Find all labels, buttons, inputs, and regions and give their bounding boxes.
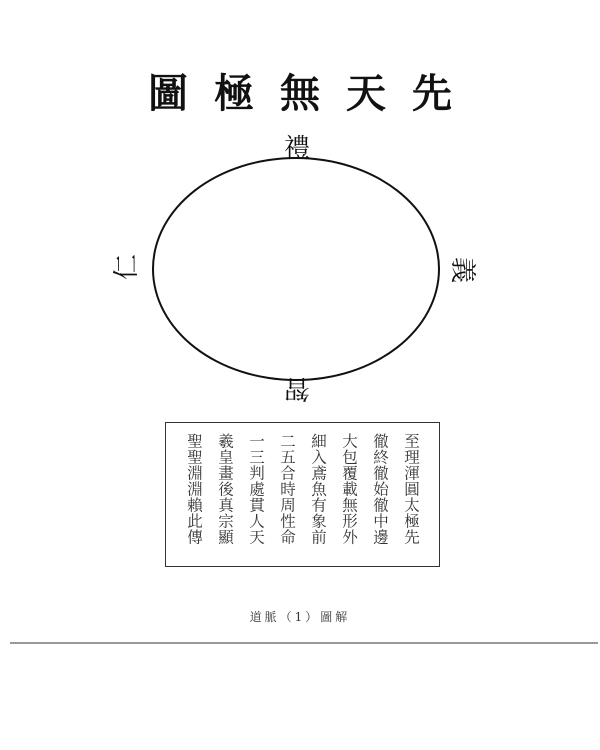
- poem-column: 細入鳶魚有象前: [309, 433, 327, 545]
- label-zhi: 智: [284, 373, 311, 403]
- label-li: 禮: [283, 134, 310, 164]
- label-yi: 義: [447, 256, 477, 283]
- divider-line: [10, 642, 598, 644]
- page-title: 圖極無天先: [148, 70, 478, 117]
- taiji-circle: [152, 157, 440, 381]
- poem-column: 聖聖淵淵賴此傳: [185, 433, 203, 545]
- page-footer: 道脈（1）圖解: [249, 610, 351, 624]
- poem-column: 大包覆載無形外: [340, 433, 358, 545]
- label-ren: 仁: [112, 254, 142, 281]
- poem-column: 徹終徹始徹中邊: [371, 433, 389, 545]
- poem-box: [165, 422, 440, 567]
- poem-column: 至理渾圓太極先: [402, 433, 420, 545]
- poem-column: 一三判處貫人天: [247, 433, 265, 545]
- poem-column: 二五合時周性命: [278, 433, 296, 545]
- poem-column: 羲皇畫後真宗顯: [216, 433, 234, 545]
